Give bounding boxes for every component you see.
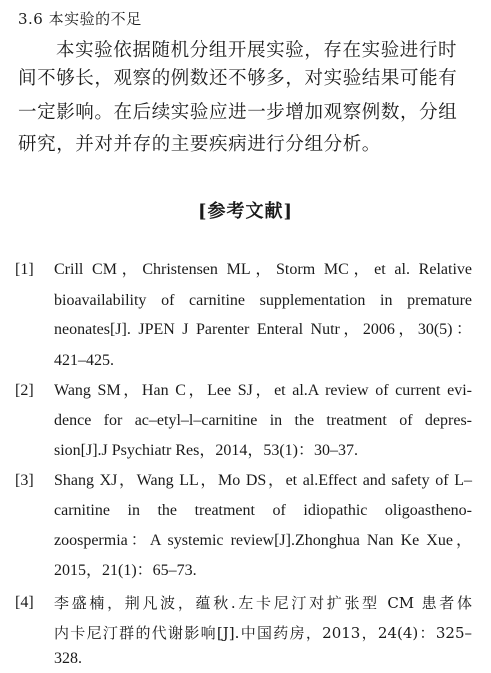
reference-number: [3] [15, 472, 34, 489]
reference-line: Shang XJ，Wang LL，Mo DS，et al.Effect and safety of L– [54, 472, 472, 489]
reference-line: sion[J].J Psychiatr Res，2014，53(1)：30–37. [54, 442, 358, 459]
reference-line: Wang SM，Han C，Lee SJ，et al.A review of current evi- [54, 382, 472, 399]
reference-line: neonates[J]. JPEN J Parenter Enteral Nutr，2006，30(5)： [54, 321, 472, 338]
section-heading: 3.6 本实验的不足 [18, 10, 142, 28]
reference-line: 328. [54, 650, 82, 667]
reference-line: 李盛楠，荆凡波，蕴秋.左卡尼汀对扩张型 CM 患者体 [54, 594, 472, 612]
reference-number: [2] [15, 382, 34, 399]
paragraph-line: 本实验依据随机分组开展实验，存在实验进行时 [56, 40, 458, 61]
reference-line: 2015，21(1)：65–73. [54, 562, 197, 579]
reference-number: [4] [15, 594, 34, 611]
references-title: [参考文献] [197, 201, 294, 222]
reference-line: Crill CM，Christensen ML，Storm MC，et al. Relative [54, 261, 472, 278]
reference-line: carnitine in the treatment of idiopathic oligoastheno- [54, 502, 472, 519]
paragraph-line: 一定影响。在后续实验应进一步增加观察例数，分组 [18, 102, 458, 123]
reference-line: 内卡尼汀群的代谢影响[J].中国药房，2013，24(4)：325– [54, 624, 472, 642]
reference-line: dence for ac–etyl–l–carnitine in the treatment of depres- [54, 412, 472, 429]
reference-line: bioavailability of carnitine supplementation in premature [54, 292, 472, 309]
paragraph-line: 研究，并对并存的主要疾病进行分组分析。 [18, 134, 381, 155]
reference-number: [1] [15, 261, 34, 278]
paragraph-line: 间不够长，观察的例数还不够多，对实验结果可能有 [18, 68, 458, 89]
reference-line: zoospermia：A systemic review[J].Zhonghua Nan Ke Xue， [54, 532, 472, 549]
reference-line: 421–425. [54, 352, 114, 369]
